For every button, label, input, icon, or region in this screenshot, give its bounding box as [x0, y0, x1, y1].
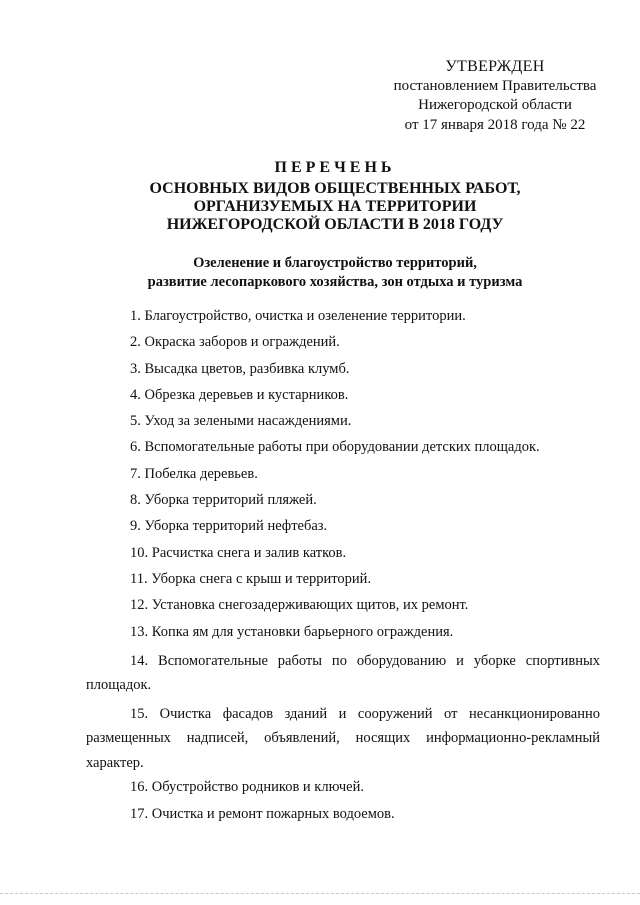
list-item: 16. Обустройство родников и ключей. — [130, 779, 364, 796]
section-heading — [90, 254, 580, 291]
section-heading-line-2: развитие лесопаркового хозяйства, зон отдыха и туризма — [147, 273, 523, 290]
approval-line-1: постановлением Правительства — [393, 77, 597, 94]
title-line-2: ОРГАНИЗУЕМЫХ НА ТЕРРИТОРИИ — [193, 198, 477, 215]
list-item: 17. Очистка и ремонт пожарных водоемов. — [130, 805, 395, 822]
section-heading-line-1: Озеленение и благоустройство территорий, — [193, 255, 477, 271]
approval-line-2: Нижегородской области — [418, 97, 572, 113]
list-item: 11. Уборка снега с крыш и территорий. — [130, 570, 372, 587]
list-item: 6. Вспомогательные работы при оборудовании детских площадок. — [130, 439, 540, 456]
title-line-3: НИЖЕГОРОДСКОЙ ОБЛАСТИ В 2018 ГОДУ — [166, 216, 504, 233]
list-item: 2. Окраска заборов и ограждений. — [130, 334, 340, 351]
list-item: 10. Расчистка снега и залив катков. — [130, 544, 347, 561]
approval-line-3: от 17 января 2018 года № 22 — [404, 116, 586, 133]
list-item: 1. Благоустройство, очистка и озеленение территории. — [130, 308, 466, 324]
list-item: 12. Установка снегозадерживающих щитов, их ремонт. — [130, 597, 469, 614]
approval-status: УТВЕРЖДЕН — [445, 58, 545, 75]
list-item: 3. Высадка цветов, разбивка клумб. — [130, 360, 350, 377]
title-line-1: ОСНОВНЫХ ВИДОВ ОБЩЕСТВЕННЫХ РАБОТ, — [149, 180, 521, 197]
document-title — [80, 158, 590, 234]
title-main: ПЕРЕЧЕНЬ — [274, 159, 396, 176]
works-list — [86, 307, 600, 831]
list-item: 8. Уборка территорий пляжей. — [130, 492, 317, 509]
scan-edge-line — [0, 893, 640, 894]
list-item: 5. Уход за зелеными насаждениями. — [130, 413, 352, 430]
list-item: 14. Вспомогательные работы по оборудованию и уборке спортивных площадок. — [86, 652, 600, 693]
list-item: 9. Уборка территорий нефтебаз. — [130, 518, 328, 535]
list-item: 7. Побелка деревьев. — [130, 465, 258, 482]
list-item: 4. Обрезка деревьев и кустарников. — [130, 386, 349, 403]
list-item: 13. Копка ям для установки барьерного ограждения. — [130, 623, 454, 640]
list-item: 15. Очистка фасадов зданий и сооружений от несанкционированно размещенных надписей, объявлений, носящих информационно-рекламный характер. — [86, 705, 600, 771]
approval-block — [370, 57, 620, 135]
